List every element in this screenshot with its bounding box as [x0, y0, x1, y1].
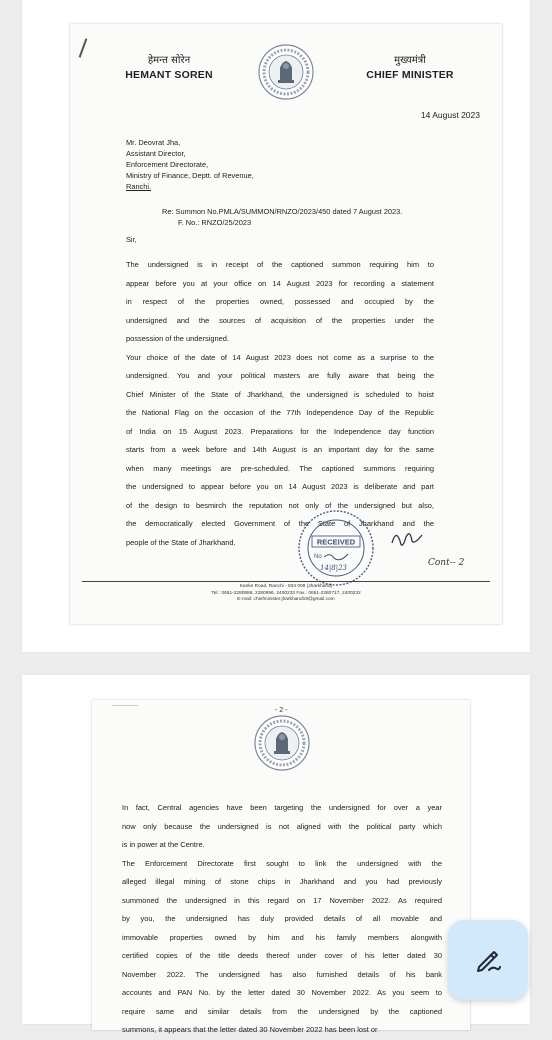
body-line: of India on 15 August 2023. Preparations for the Independence day function — [126, 426, 434, 436]
body-line: by you, the undersigned has duly provided details of all movable and — [122, 914, 442, 923]
document-page-1 — [22, 0, 530, 652]
body-line: appear before you at your office on 14 August 2023 for recording a statement — [126, 278, 434, 288]
signature — [388, 525, 428, 555]
title-block — [360, 52, 460, 81]
edit-pen-icon — [473, 945, 503, 975]
letter-date: 14 August 2023 — [420, 110, 480, 120]
body-line: undersigned and the sources of acquisition of the properties under the — [126, 315, 434, 325]
letter-scan-2 — [92, 700, 470, 1034]
sender-english-name: HEMANT SOREN — [125, 69, 213, 81]
reference-line: F. No.: RNZO/25/2023 — [178, 217, 252, 227]
body-line: now only because the undersigned is not aligned with the political party which — [122, 821, 442, 831]
addressee-block — [126, 137, 254, 192]
received-stamp — [296, 508, 376, 588]
body-line: undersigned. You and your political masters are fully aware that being the — [126, 371, 434, 380]
body-line: the undersigned to appear before you on 14 August 2023 is deliberate and part — [126, 482, 434, 491]
body-line: in respect of the properties owned, possessed and occupied by the — [126, 297, 434, 306]
body-line: summons, it appears that the letter dated 30 November 2022 has been lost or — [122, 1025, 378, 1034]
addressee-line: Mr. Deovrat Jha, — [126, 138, 181, 147]
page-number: - 2 - — [275, 707, 288, 714]
salutation: Sir, — [126, 235, 137, 244]
addressee-line: Assistant Director, — [126, 149, 186, 158]
body-line: is in power at the Centre. — [122, 840, 205, 849]
reference-block — [162, 207, 402, 228]
body-line: possession of the undersigned. — [126, 334, 229, 343]
body-line: the democratically elected Government of the State of Jharkhand and the — [126, 519, 434, 528]
body-line: require same and similar details from the undersigned by the captioned — [122, 1006, 442, 1016]
state-emblem-icon — [258, 44, 314, 100]
body-line: summoned the undersigned in this regard on 17 November 2022. As required — [122, 895, 442, 905]
body-line: Your choice of the date of 14 August 2023 does not come as a surprise to the — [126, 352, 434, 362]
sender-hindi-name: हेमन्त सोरेन — [147, 55, 191, 66]
footer-line: E-mail: chiefminister.jharkhand19@gmail.com — [237, 597, 335, 602]
state-emblem-icon — [254, 715, 310, 771]
reference-line: Re: Summon No.PMLA/SUMMON/RNZO/2023/450 dated 7 August 2023. — [162, 207, 403, 216]
footer-line: Tel.: 0651-2280886, 2280996, 2400233 Fax.: 0651-2280717, 2400232 — [211, 590, 361, 596]
continued-note: Cont-- 2 — [428, 558, 465, 568]
body-line: people of the State of Jharkhand. — [126, 537, 236, 547]
body-line: starts from a week before and 14th August is an important day for the same — [126, 445, 434, 454]
body-line: Chief Minister of the State of Jharkhand, the undersigned is scheduled to hoist — [126, 389, 434, 399]
body-line: of the design to besmirch the reputation not only of the undersigned but also, — [126, 500, 434, 510]
sender-block — [114, 52, 224, 81]
letter-footer — [70, 584, 502, 604]
footer-line: Kanke Road, Ranchi - 834 008 (Jharkhand) — [239, 584, 333, 589]
body-line: accounts and PAN No. by the letter dated 30 November 2022. As you seem to — [122, 988, 442, 997]
body-line: In fact, Central agencies have been targeting the undersigned for over a year — [122, 803, 442, 812]
edit-button[interactable] — [448, 920, 528, 1000]
letter-scan-1 — [70, 24, 502, 624]
body-line: The undersigned is in receipt of the captioned summon requiring him to — [126, 260, 434, 269]
title-english: CHIEF MINISTER — [366, 69, 454, 81]
pen-mark — [79, 38, 88, 57]
page-corner-mark — [112, 705, 138, 718]
stamp-no-label: No — [314, 554, 322, 560]
title-hindi: मुख्यमंत्री — [394, 55, 426, 66]
body-line: certified copies of the title deeds thereof under cover of his letter dated 30 — [122, 951, 442, 960]
stamp-date: 14|8|23 — [320, 564, 347, 572]
page2-body — [122, 799, 442, 1040]
footer-divider — [82, 581, 490, 582]
addressee-line: Ministry of Finance, Deptt. of Revenue, — [126, 171, 254, 180]
addressee-line: Ranchi. — [126, 182, 152, 191]
body-line: November 2022. The undersigned has also furnished details of his bank — [122, 969, 442, 979]
letter-body — [126, 256, 434, 552]
body-line: when many meetings are pre-scheduled. The captioned summons requiring — [126, 463, 434, 473]
body-line: The Enforcement Directorate first sought to link the undersigned with the — [122, 858, 442, 868]
body-line: immovable properties owned by him and his family members alongwith — [122, 932, 442, 942]
stamp-title: RECEIVED — [316, 537, 356, 547]
addressee-line: Enforcement Directorate, — [126, 160, 209, 169]
body-line: the National Flag on the occasion of the 77th Independence Day of the Republic — [126, 408, 434, 417]
body-line: alleged illegal mining of stone chips in Jharkhand and you had previously — [122, 877, 442, 886]
